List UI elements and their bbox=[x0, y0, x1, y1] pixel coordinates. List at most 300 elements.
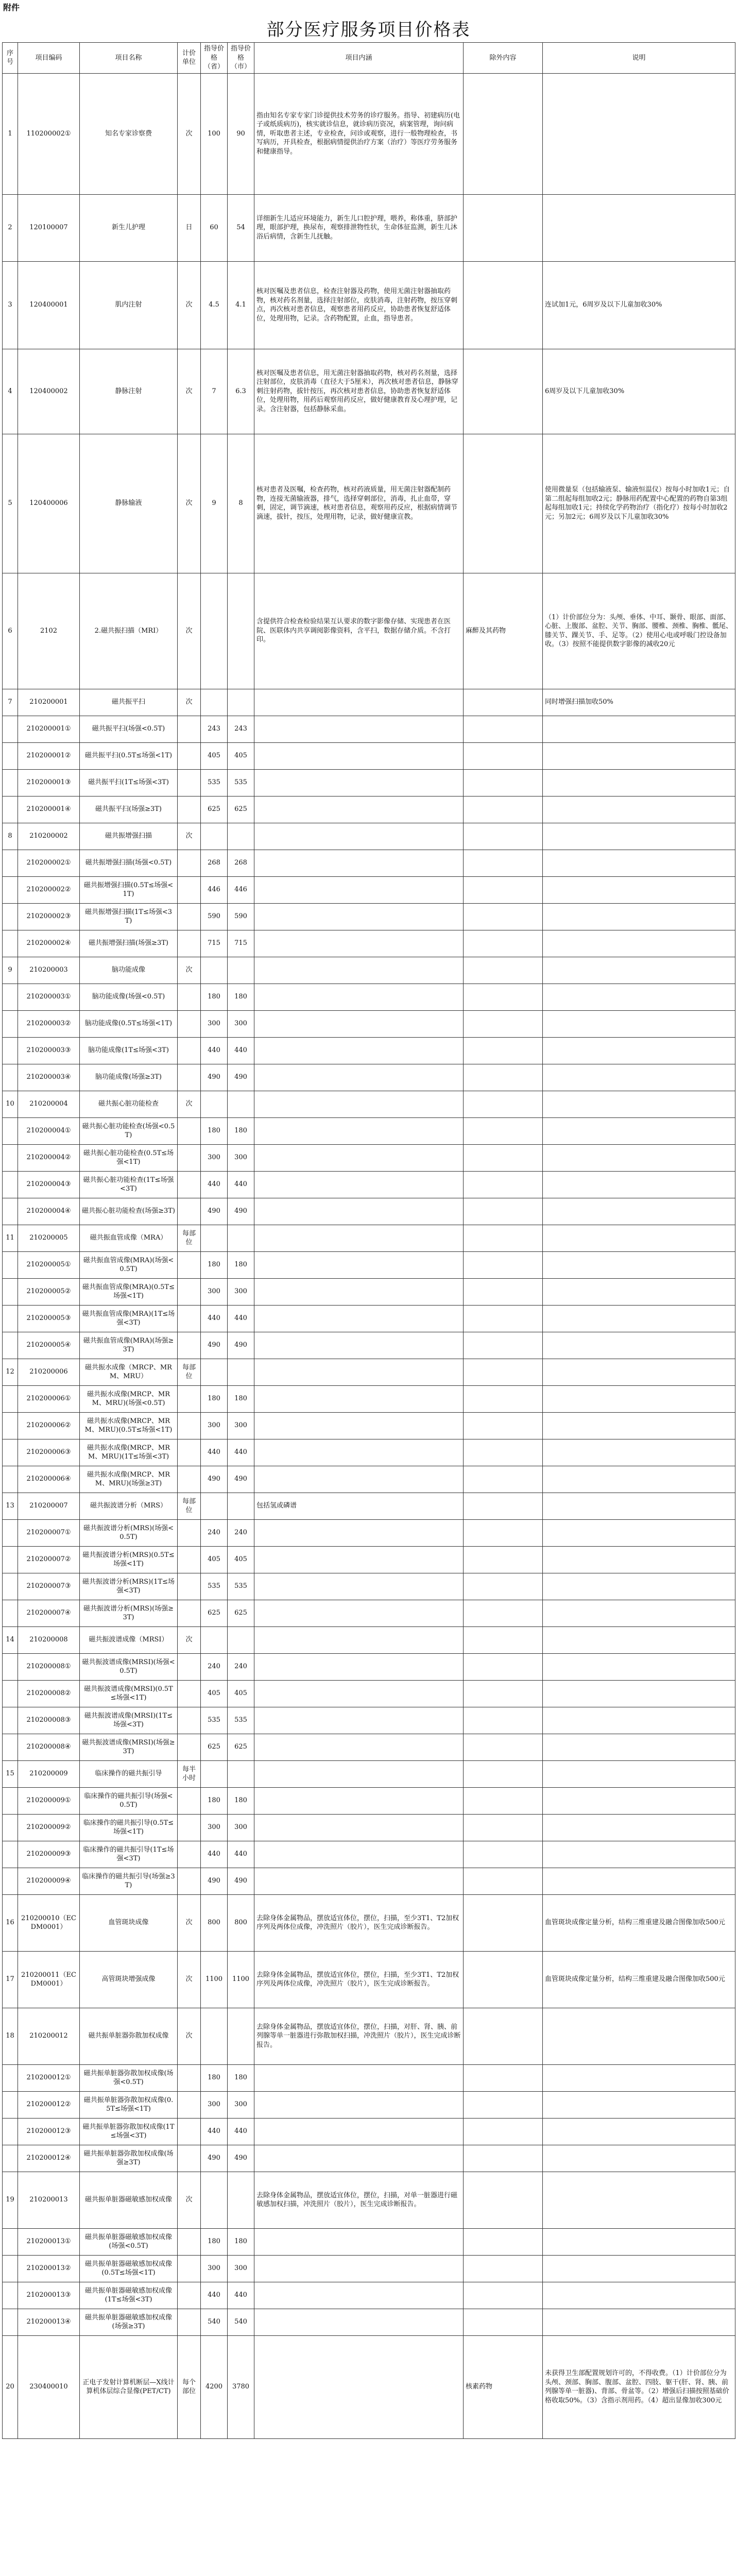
row-number-cell: 19 bbox=[3, 2172, 18, 2228]
pricing-unit-cell bbox=[178, 1439, 201, 1466]
price-province-cell: 490 bbox=[201, 1332, 228, 1359]
row-number-cell bbox=[3, 1117, 18, 1144]
notes-cell bbox=[543, 194, 735, 261]
exclusions-cell bbox=[464, 1653, 543, 1680]
table-row bbox=[3, 1493, 735, 1519]
item-name-cell: 临床操作的磁共振引导(场强≥3T) bbox=[80, 1868, 178, 1894]
row-number-cell: 6 bbox=[3, 573, 18, 689]
row-number-cell bbox=[3, 1600, 18, 1626]
item-name-cell: 知名专家诊察费 bbox=[80, 73, 178, 194]
row-number-cell bbox=[3, 984, 18, 1010]
exclusions-cell bbox=[464, 1493, 543, 1519]
pricing-unit-cell bbox=[178, 1332, 201, 1359]
item-name-cell: 磁共振水成像(MRCP、MRM、MRU)(场强≥3T) bbox=[80, 1466, 178, 1493]
item-code-cell: 210200001② bbox=[18, 742, 80, 769]
price-city-cell: 180 bbox=[228, 1787, 254, 1814]
price-province-cell: 446 bbox=[201, 876, 228, 903]
row-number-cell bbox=[3, 2064, 18, 2091]
exclusions-cell bbox=[464, 261, 543, 349]
price-city-cell bbox=[228, 1091, 254, 1117]
notes-cell bbox=[543, 73, 735, 194]
item-code-cell: 210200008 bbox=[18, 1626, 80, 1653]
price-city-cell: 240 bbox=[228, 1653, 254, 1680]
price-city-cell: 440 bbox=[228, 1037, 254, 1064]
price-province-cell: 180 bbox=[201, 1787, 228, 1814]
price-city-cell: 180 bbox=[228, 1385, 254, 1412]
exclusions-cell bbox=[464, 1225, 543, 1251]
price-province-cell: 300 bbox=[201, 1814, 228, 1841]
item-code-cell: 210200003② bbox=[18, 1010, 80, 1037]
table-row bbox=[3, 984, 735, 1010]
exclusions-cell bbox=[464, 1091, 543, 1117]
table-row bbox=[3, 769, 735, 796]
row-number-cell bbox=[3, 1787, 18, 1814]
price-province-cell: 405 bbox=[201, 1680, 228, 1707]
row-number-cell: 12 bbox=[3, 1359, 18, 1385]
row-number-cell bbox=[3, 2282, 18, 2309]
table-row bbox=[3, 1198, 735, 1225]
price-city-cell: 440 bbox=[228, 1305, 254, 1332]
item-code-cell: 210200013③ bbox=[18, 2282, 80, 2309]
notes-cell bbox=[543, 1037, 735, 1064]
pricing-unit-cell bbox=[178, 1305, 201, 1332]
notes-cell bbox=[543, 1144, 735, 1171]
price-province-cell: 535 bbox=[201, 769, 228, 796]
price-city-cell: 535 bbox=[228, 1707, 254, 1734]
header-exclusions: 除外内容 bbox=[464, 43, 543, 74]
price-city-cell bbox=[228, 957, 254, 984]
notes-cell: 血管斑块成像定量分析，结构三维重建及融合图像加收500元 bbox=[543, 1894, 735, 1951]
item-content-cell bbox=[254, 1144, 464, 1171]
row-number-cell bbox=[3, 1144, 18, 1171]
exclusions-cell bbox=[464, 1171, 543, 1198]
header-name: 项目名称 bbox=[80, 43, 178, 74]
pricing-unit-cell bbox=[178, 903, 201, 930]
item-name-cell: 磁共振水成像(MRCP、MRM、MRU)(0.5T≤场强<1T) bbox=[80, 1412, 178, 1439]
pricing-unit-cell bbox=[178, 2282, 201, 2309]
notes-cell bbox=[543, 850, 735, 876]
item-code-cell: 210200007① bbox=[18, 1519, 80, 1546]
item-content-cell bbox=[254, 1385, 464, 1412]
item-code-cell: 210200012 bbox=[18, 2008, 80, 2064]
price-province-cell: 300 bbox=[201, 2255, 228, 2282]
item-content-cell bbox=[254, 1787, 464, 1814]
price-province-cell: 440 bbox=[201, 1439, 228, 1466]
table-row bbox=[3, 930, 735, 957]
exclusions-cell bbox=[464, 1385, 543, 1412]
exclusions-cell bbox=[464, 1412, 543, 1439]
item-name-cell: 脑功能成像(场强<0.5T) bbox=[80, 984, 178, 1010]
price-city-cell: 490 bbox=[228, 1064, 254, 1091]
table-row bbox=[3, 1734, 735, 1760]
price-province-cell: 300 bbox=[201, 1412, 228, 1439]
item-name-cell: 磁共振单脏器磁敏感加权成像(场强<0.5T) bbox=[80, 2228, 178, 2255]
exclusions-cell bbox=[464, 2145, 543, 2172]
pricing-unit-cell: 次 bbox=[178, 957, 201, 984]
pricing-unit-cell bbox=[178, 876, 201, 903]
item-code-cell: 120400002 bbox=[18, 349, 80, 434]
item-content-cell: 去除身体金属物品，摆放适宜体位，摆位，扫描，至少3T1、T2加权序列及两体位成像，冲洗照片（胶片），医生完成诊断报告。 bbox=[254, 1951, 464, 2008]
item-content-cell bbox=[254, 716, 464, 742]
item-content-cell bbox=[254, 769, 464, 796]
row-number-cell bbox=[3, 1171, 18, 1198]
price-city-cell: 243 bbox=[228, 716, 254, 742]
pricing-unit-cell bbox=[178, 1117, 201, 1144]
row-number-cell bbox=[3, 2309, 18, 2335]
item-content-cell bbox=[254, 1412, 464, 1439]
row-number-cell bbox=[3, 1814, 18, 1841]
price-province-cell bbox=[201, 1760, 228, 1787]
pricing-unit-cell bbox=[178, 2091, 201, 2118]
pricing-unit-cell: 次 bbox=[178, 1091, 201, 1117]
item-name-cell: 磁共振心脏功能检查(0.5T≤场强<1T) bbox=[80, 1144, 178, 1171]
price-city-cell: 180 bbox=[228, 1117, 254, 1144]
item-content-cell bbox=[254, 742, 464, 769]
item-content-cell: 核对医嘱及患者信息，检查注射器及药物，使用无菌注射器抽取药物，核对药名剂量，选择注射部位，皮肤消毒，注射药物，按压穿刺点，再次核对患者信息，观察患者用药反应，协助患者恢复舒适体位，处理用物，记录。含药物配置，止血，指导患者。 bbox=[254, 261, 464, 349]
notes-cell bbox=[543, 1198, 735, 1225]
header-no: 序号 bbox=[3, 43, 18, 74]
notes-cell bbox=[543, 1707, 735, 1734]
table-row bbox=[3, 1760, 735, 1787]
price-city-cell: 300 bbox=[228, 1278, 254, 1305]
notes-cell bbox=[543, 1305, 735, 1332]
row-number-cell: 17 bbox=[3, 1951, 18, 2008]
item-code-cell: 210200002④ bbox=[18, 930, 80, 957]
table-row bbox=[3, 1573, 735, 1600]
price-city-cell: 54 bbox=[228, 194, 254, 261]
row-number-cell bbox=[3, 769, 18, 796]
header-unit: 计价单位 bbox=[178, 43, 201, 74]
price-city-cell: 300 bbox=[228, 1814, 254, 1841]
pricing-unit-cell: 次 bbox=[178, 2008, 201, 2064]
table-row bbox=[3, 2255, 735, 2282]
price-province-cell: 4200 bbox=[201, 2335, 228, 2438]
exclusions-cell bbox=[464, 73, 543, 194]
item-name-cell: 肌内注射 bbox=[80, 261, 178, 349]
table-row bbox=[3, 1144, 735, 1171]
item-name-cell: 磁共振波谱成像(MRSI)(0.5T≤场强<1T) bbox=[80, 1680, 178, 1707]
exclusions-cell bbox=[464, 349, 543, 434]
pricing-unit-cell bbox=[178, 1198, 201, 1225]
table-row bbox=[3, 261, 735, 349]
item-name-cell: 磁共振波谱分析(MRS)(场强≥3T) bbox=[80, 1600, 178, 1626]
price-city-cell: 300 bbox=[228, 2091, 254, 2118]
pricing-unit-cell bbox=[178, 930, 201, 957]
exclusions-cell bbox=[464, 984, 543, 1010]
item-code-cell: 210200005 bbox=[18, 1225, 80, 1251]
item-name-cell: 磁共振增强扫描(场强≥3T) bbox=[80, 930, 178, 957]
price-city-cell: 446 bbox=[228, 876, 254, 903]
exclusions-cell bbox=[464, 1787, 543, 1814]
item-name-cell: 磁共振心脏功能检查(1T≤场强<3T) bbox=[80, 1171, 178, 1198]
exclusions-cell bbox=[464, 1573, 543, 1600]
item-name-cell: 脑功能成像(0.5T≤场强<1T) bbox=[80, 1010, 178, 1037]
notes-cell bbox=[543, 1546, 735, 1573]
item-code-cell: 210200003① bbox=[18, 984, 80, 1010]
price-city-cell: 490 bbox=[228, 1868, 254, 1894]
row-number-cell bbox=[3, 1680, 18, 1707]
table-row bbox=[3, 1091, 735, 1117]
item-code-cell: 210200007② bbox=[18, 1546, 80, 1573]
header-content: 项目内涵 bbox=[254, 43, 464, 74]
exclusions-cell bbox=[464, 1466, 543, 1493]
price-province-cell: 490 bbox=[201, 1466, 228, 1493]
price-city-cell: 535 bbox=[228, 1573, 254, 1600]
item-name-cell: 脑功能成像(场强≥3T) bbox=[80, 1064, 178, 1091]
table-row bbox=[3, 1951, 735, 2008]
table-row bbox=[3, 1385, 735, 1412]
item-code-cell: 210200008④ bbox=[18, 1734, 80, 1760]
notes-cell bbox=[543, 1010, 735, 1037]
item-code-cell: 210200006② bbox=[18, 1412, 80, 1439]
price-province-cell bbox=[201, 1225, 228, 1251]
row-number-cell bbox=[3, 742, 18, 769]
price-province-cell: 405 bbox=[201, 742, 228, 769]
table-row bbox=[3, 349, 735, 434]
item-code-cell: 210200001④ bbox=[18, 796, 80, 823]
item-name-cell: 磁共振血管成像(MRA)(1T≤场强<3T) bbox=[80, 1305, 178, 1332]
item-code-cell: 210200007③ bbox=[18, 1573, 80, 1600]
notes-cell bbox=[543, 930, 735, 957]
table-row bbox=[3, 1894, 735, 1951]
notes-cell bbox=[543, 1064, 735, 1091]
price-city-cell: 440 bbox=[228, 2118, 254, 2145]
exclusions-cell bbox=[464, 1951, 543, 2008]
table-row bbox=[3, 1626, 735, 1653]
table-row bbox=[3, 1064, 735, 1091]
item-code-cell: 120400001 bbox=[18, 261, 80, 349]
exclusions-cell bbox=[464, 1680, 543, 1707]
item-content-cell bbox=[254, 796, 464, 823]
item-name-cell: 磁共振单脏器磁敏感加权成像 bbox=[80, 2172, 178, 2228]
pricing-unit-cell bbox=[178, 2309, 201, 2335]
price-city-cell: 490 bbox=[228, 2145, 254, 2172]
exclusions-cell bbox=[464, 1305, 543, 1332]
notes-cell bbox=[543, 1251, 735, 1278]
item-content-cell bbox=[254, 1466, 464, 1493]
row-number-cell bbox=[3, 1573, 18, 1600]
item-name-cell: 磁共振单脏器弥散加权成像 bbox=[80, 2008, 178, 2064]
pricing-unit-cell bbox=[178, 1251, 201, 1278]
notes-cell bbox=[543, 2309, 735, 2335]
price-province-cell bbox=[201, 823, 228, 850]
row-number-cell bbox=[3, 930, 18, 957]
row-number-cell bbox=[3, 1064, 18, 1091]
notes-cell bbox=[543, 2255, 735, 2282]
row-number-cell bbox=[3, 1010, 18, 1037]
pricing-unit-cell: 每部位 bbox=[178, 1225, 201, 1251]
pricing-unit-cell bbox=[178, 2064, 201, 2091]
exclusions-cell bbox=[464, 1064, 543, 1091]
exclusions-cell bbox=[464, 1117, 543, 1144]
table-row bbox=[3, 1278, 735, 1305]
price-province-cell: 1100 bbox=[201, 1951, 228, 2008]
row-number-cell bbox=[3, 1841, 18, 1868]
item-content-cell bbox=[254, 1707, 464, 1734]
row-number-cell bbox=[3, 2118, 18, 2145]
pricing-unit-cell: 次 bbox=[178, 573, 201, 689]
pricing-unit-cell bbox=[178, 2118, 201, 2145]
table-row bbox=[3, 2172, 735, 2228]
notes-cell bbox=[543, 2008, 735, 2064]
item-content-cell bbox=[254, 850, 464, 876]
price-province-cell bbox=[201, 1091, 228, 1117]
item-name-cell: 磁共振血管成像(MRA)(场强≥3T) bbox=[80, 1332, 178, 1359]
pricing-unit-cell bbox=[178, 1037, 201, 1064]
item-code-cell: 210200008② bbox=[18, 1680, 80, 1707]
item-content-cell bbox=[254, 930, 464, 957]
item-content-cell bbox=[254, 1841, 464, 1868]
notes-cell bbox=[543, 2118, 735, 2145]
item-content-cell bbox=[254, 1251, 464, 1278]
table-row bbox=[3, 2282, 735, 2309]
exclusions-cell bbox=[464, 1868, 543, 1894]
item-code-cell: 210200013② bbox=[18, 2255, 80, 2282]
pricing-unit-cell bbox=[178, 1814, 201, 1841]
item-content-cell bbox=[254, 1278, 464, 1305]
pricing-unit-cell: 次 bbox=[178, 1951, 201, 2008]
row-number-cell bbox=[3, 2255, 18, 2282]
table-row bbox=[3, 434, 735, 573]
price-city-cell bbox=[228, 823, 254, 850]
notes-cell bbox=[543, 2091, 735, 2118]
exclusions-cell: 麻醉及其药物 bbox=[464, 573, 543, 689]
price-city-cell bbox=[228, 689, 254, 716]
notes-cell bbox=[543, 2172, 735, 2228]
row-number-cell bbox=[3, 903, 18, 930]
item-code-cell: 210200013④ bbox=[18, 2309, 80, 2335]
item-code-cell: 210200001 bbox=[18, 689, 80, 716]
table-row bbox=[3, 876, 735, 903]
item-code-cell: 2102 bbox=[18, 573, 80, 689]
exclusions-cell bbox=[464, 2172, 543, 2228]
price-city-cell: 405 bbox=[228, 1680, 254, 1707]
table-header-row bbox=[3, 43, 735, 74]
notes-cell bbox=[543, 1091, 735, 1117]
item-code-cell: 120100007 bbox=[18, 194, 80, 261]
table-row bbox=[3, 823, 735, 850]
price-city-cell: 490 bbox=[228, 1332, 254, 1359]
item-content-cell: 包括氢或磷谱 bbox=[254, 1493, 464, 1519]
notes-cell bbox=[543, 716, 735, 742]
item-content-cell bbox=[254, 957, 464, 984]
item-content-cell bbox=[254, 1573, 464, 1600]
item-name-cell: 磁共振波谱成像(MRSI)(场强≥3T) bbox=[80, 1734, 178, 1760]
price-city-cell: 300 bbox=[228, 1010, 254, 1037]
price-province-cell bbox=[201, 689, 228, 716]
item-name-cell: 磁共振心脏功能检查 bbox=[80, 1091, 178, 1117]
item-name-cell: 临床操作的磁共振引导(场强<0.5T) bbox=[80, 1787, 178, 1814]
pricing-unit-cell bbox=[178, 1546, 201, 1573]
item-name-cell: 磁共振单脏器磁敏感加权成像(1T≤场强<3T) bbox=[80, 2282, 178, 2309]
pricing-unit-cell: 次 bbox=[178, 689, 201, 716]
price-city-cell: 300 bbox=[228, 2255, 254, 2282]
item-name-cell: 临床操作的磁共振引导 bbox=[80, 1760, 178, 1787]
pricing-unit-cell bbox=[178, 1278, 201, 1305]
item-code-cell: 210200012④ bbox=[18, 2145, 80, 2172]
price-city-cell: 405 bbox=[228, 1546, 254, 1573]
price-city-cell: 268 bbox=[228, 850, 254, 876]
table-row bbox=[3, 716, 735, 742]
notes-cell bbox=[543, 1278, 735, 1305]
item-content-cell bbox=[254, 2309, 464, 2335]
item-name-cell: 磁共振增强扫描(场强<0.5T) bbox=[80, 850, 178, 876]
price-city-cell: 440 bbox=[228, 2282, 254, 2309]
notes-cell bbox=[543, 796, 735, 823]
notes-cell bbox=[543, 1814, 735, 1841]
price-province-cell: 625 bbox=[201, 1600, 228, 1626]
table-row bbox=[3, 1814, 735, 1841]
item-content-cell bbox=[254, 1225, 464, 1251]
price-city-cell bbox=[228, 2172, 254, 2228]
notes-cell bbox=[543, 823, 735, 850]
pricing-unit-cell bbox=[178, 1171, 201, 1198]
exclusions-cell bbox=[464, 742, 543, 769]
row-number-cell bbox=[3, 1198, 18, 1225]
item-content-cell bbox=[254, 823, 464, 850]
item-code-cell: 210200012② bbox=[18, 2091, 80, 2118]
item-name-cell: 磁共振波谱成像(MRSI)(1T≤场强<3T) bbox=[80, 1707, 178, 1734]
exclusions-cell bbox=[464, 2228, 543, 2255]
table-row bbox=[3, 2008, 735, 2064]
price-province-cell: 440 bbox=[201, 1305, 228, 1332]
pricing-unit-cell bbox=[178, 984, 201, 1010]
row-number-cell bbox=[3, 1519, 18, 1546]
pricing-unit-cell bbox=[178, 1841, 201, 1868]
price-city-cell: 625 bbox=[228, 1734, 254, 1760]
price-province-cell: 490 bbox=[201, 1198, 228, 1225]
exclusions-cell bbox=[464, 876, 543, 903]
item-content-cell bbox=[254, 1546, 464, 1573]
exclusions-cell bbox=[464, 1760, 543, 1787]
row-number-cell bbox=[3, 1707, 18, 1734]
exclusions-cell bbox=[464, 850, 543, 876]
notes-cell bbox=[543, 1760, 735, 1787]
item-code-cell: 210200007 bbox=[18, 1493, 80, 1519]
exclusions-cell bbox=[464, 796, 543, 823]
price-city-cell: 540 bbox=[228, 2309, 254, 2335]
price-province-cell: 800 bbox=[201, 1894, 228, 1951]
notes-cell bbox=[543, 1439, 735, 1466]
item-code-cell: 210200013① bbox=[18, 2228, 80, 2255]
pricing-unit-cell bbox=[178, 1680, 201, 1707]
pricing-unit-cell bbox=[178, 1466, 201, 1493]
item-code-cell: 210200009① bbox=[18, 1787, 80, 1814]
exclusions-cell bbox=[464, 769, 543, 796]
price-city-cell: 3780 bbox=[228, 2335, 254, 2438]
price-city-cell: 440 bbox=[228, 1439, 254, 1466]
price-province-cell bbox=[201, 957, 228, 984]
pricing-unit-cell bbox=[178, 1787, 201, 1814]
exclusions-cell bbox=[464, 1359, 543, 1385]
notes-cell bbox=[543, 903, 735, 930]
pricing-unit-cell bbox=[178, 1600, 201, 1626]
pricing-unit-cell bbox=[178, 1519, 201, 1546]
row-number-cell bbox=[3, 2228, 18, 2255]
exclusions-cell bbox=[464, 1439, 543, 1466]
exclusions-cell bbox=[464, 1332, 543, 1359]
exclusions-cell bbox=[464, 2118, 543, 2145]
row-number-cell bbox=[3, 2145, 18, 2172]
item-content-cell bbox=[254, 1760, 464, 1787]
header-price-city: 指导价格（市） bbox=[228, 43, 254, 74]
item-content-cell bbox=[254, 876, 464, 903]
exclusions-cell bbox=[464, 1251, 543, 1278]
exclusions-cell bbox=[464, 716, 543, 742]
price-province-cell: 625 bbox=[201, 796, 228, 823]
item-content-cell bbox=[254, 1064, 464, 1091]
row-number-cell bbox=[3, 1439, 18, 1466]
